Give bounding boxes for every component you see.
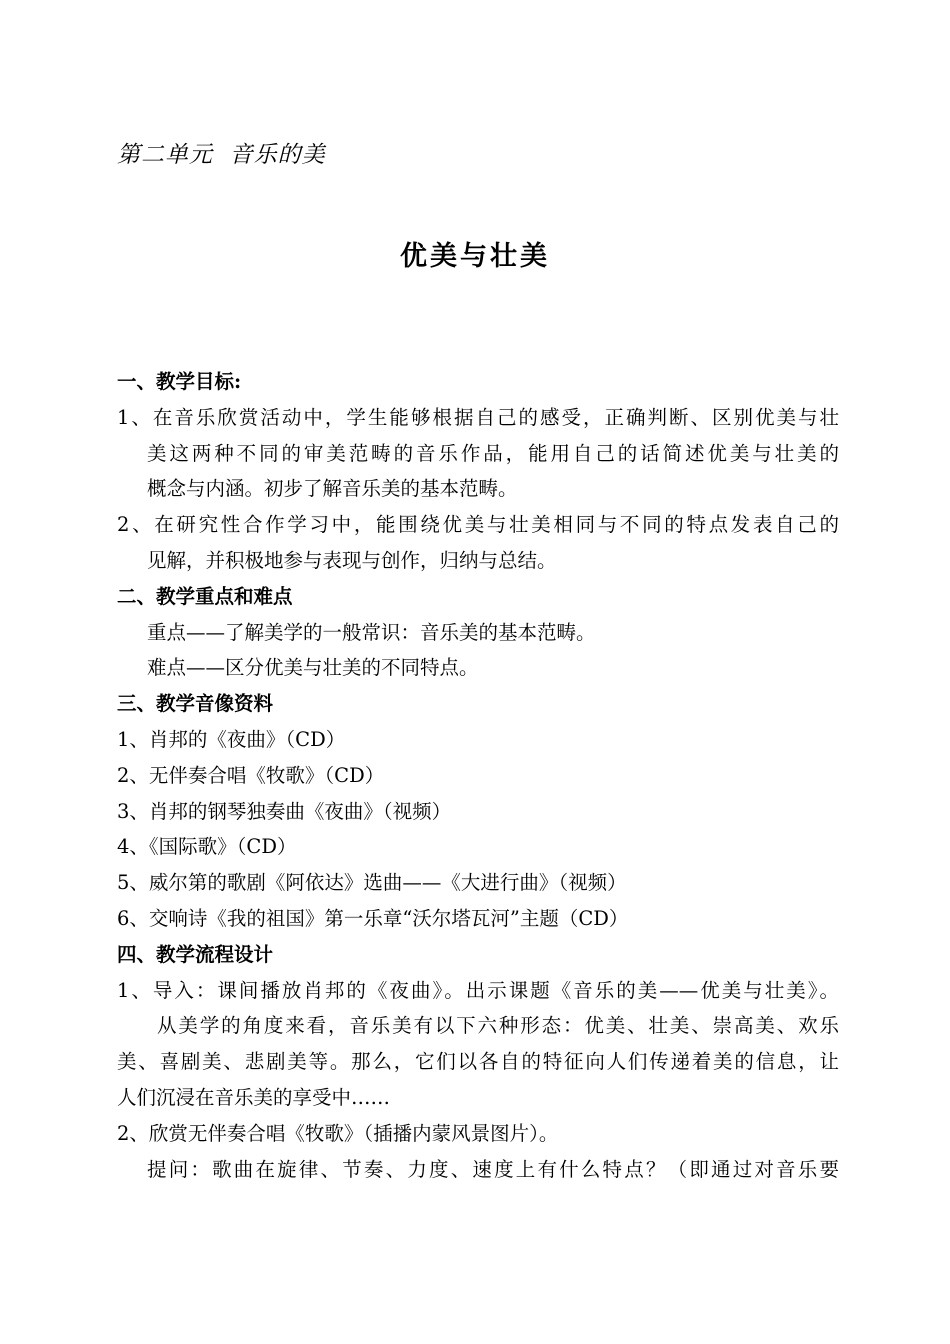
objective-1-line-1: 1、在音乐欣赏活动中，学生能够根据自己的感受，正确判断、区别优美与壮 [117, 405, 839, 429]
material-item: 5、威尔第的歌剧《阿依达》选曲——《大进行曲》（视频） [117, 871, 627, 895]
process-paragraph-line-2: 美、喜剧美、悲剧美等。那么，它们以各自的特征向人们传递着美的信息，让 [117, 1050, 839, 1074]
material-item: 6、交响诗《我的祖国》第一乐章“沃尔塔瓦河”主题（CD） [117, 906, 629, 930]
process-question: 提问：歌曲在旋律、节奏、力度、速度上有什么特点？（即通过对音乐要 [147, 1157, 839, 1181]
process-paragraph-line-1: 从美学的角度来看，音乐美有以下六种形态：优美、壮美、崇高美、欢乐 [157, 1014, 839, 1038]
section-heading-objectives: 一、教学目标: [117, 370, 242, 393]
objective-1-line-3: 概念与内涵。初步了解音乐美的基本范畴。 [147, 477, 518, 501]
material-item: 3、肖邦的钢琴独奏曲《夜曲》（视频） [117, 799, 452, 823]
material-item: 2、无伴奏合唱《牧歌》（CD） [117, 763, 385, 787]
objective-2-line-2: 见解，并积极地参与表现与创作，归纳与总结。 [147, 548, 557, 572]
material-item: 4、《国际歌》（CD） [117, 835, 297, 859]
section-heading-key-points: 二、教学重点和难点 [117, 584, 293, 608]
section-heading-materials: 三、教学音像资料 [117, 692, 274, 716]
material-item: 1、肖邦的《夜曲》（CD） [117, 727, 346, 751]
process-step-2: 2、欣赏无伴奏合唱《牧歌》（插播内蒙风景图片）。 [117, 1121, 559, 1145]
objective-2-line-1: 2、在研究性合作学习中，能围绕优美与壮美相同与不同的特点发表自己的 [117, 513, 839, 537]
key-point-text: 重点——了解美学的一般常识：音乐美的基本范畴。 [147, 620, 596, 644]
unit-heading: 第二单元 音乐的美 [117, 142, 326, 168]
section-heading-process: 四、教学流程设计 [117, 942, 274, 966]
difficult-point-text: 难点——区分优美与壮美的不同特点。 [147, 656, 479, 680]
lesson-title: 优美与壮美 [400, 241, 550, 272]
process-step-1: 1、导入：课间播放肖邦的《夜曲》。出示课题《音乐的美——优美与壮美》。 [117, 978, 839, 1002]
objective-1-line-2: 美这两种不同的审美范畴的音乐作品，能用自己的话简述优美与壮美的 [147, 441, 839, 465]
process-paragraph-line-3: 人们沉浸在音乐美的享受中…… [117, 1085, 391, 1109]
document-body [117, 364, 839, 1187]
